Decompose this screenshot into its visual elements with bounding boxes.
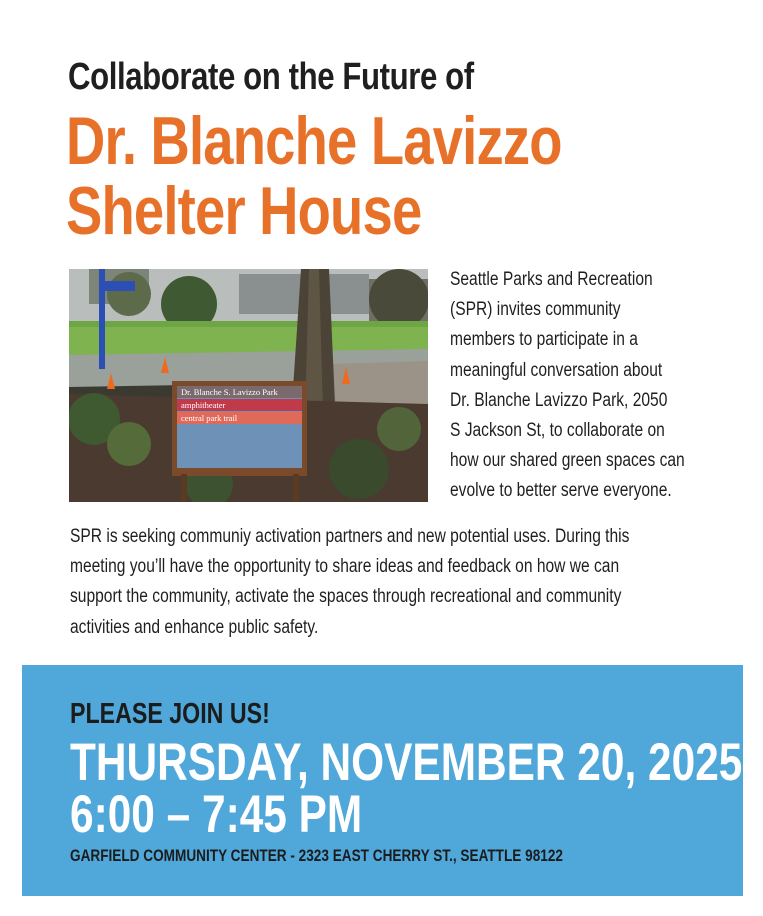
sign-text-2: amphitheater [181, 400, 226, 410]
park-photo [69, 269, 428, 502]
sign-text-3: central park trail [181, 413, 238, 423]
sign-text-1: Dr. Blanche S. Lavizzo Park [181, 387, 278, 397]
body-paragraph [70, 522, 718, 643]
intro-line: S Jackson St, to collaborate on [450, 420, 665, 442]
intro-paragraph [450, 265, 729, 507]
body-line: activities and enhance public safety. [70, 616, 319, 638]
intro-line: Seattle Parks and Recreation [450, 269, 653, 290]
title-line-1: Dr. Blanche Lavizzo [66, 103, 562, 179]
body-line: meeting you’ll have the opportunity to share ideas and feedback on how we can [70, 556, 620, 578]
intro-line: members to participate in a [450, 329, 638, 351]
join-heading: PLEASE JOIN US! [70, 698, 270, 730]
intro-line: evolve to better serve everyone. [450, 480, 672, 502]
event-date: THURSDAY, NOVEMBER 20, 2025 [70, 733, 743, 792]
intro-line: (SPR) invites community [450, 299, 621, 321]
intro-line: how our shared green spaces can [450, 450, 685, 472]
intro-line: Dr. Blanche Lavizzo Park, 2050 [450, 389, 668, 411]
event-time: 6:00 – 7:45 PM [70, 785, 363, 844]
body-line: support the community, activate the spaces through recreational and community [70, 586, 622, 608]
intro-line: meaningful conversation about [450, 359, 663, 381]
event-location: GARFIELD COMMUNITY CENTER - 2323 EAST CHERRY ST., SEATTLE 98122 [70, 846, 563, 865]
title-line-2: Shelter House [66, 173, 422, 249]
kicker-heading: Collaborate on the Future of [68, 56, 474, 98]
page-title [66, 103, 562, 249]
body-line: SPR is seeking communiy activation partners and new potential uses. During this [70, 526, 630, 547]
